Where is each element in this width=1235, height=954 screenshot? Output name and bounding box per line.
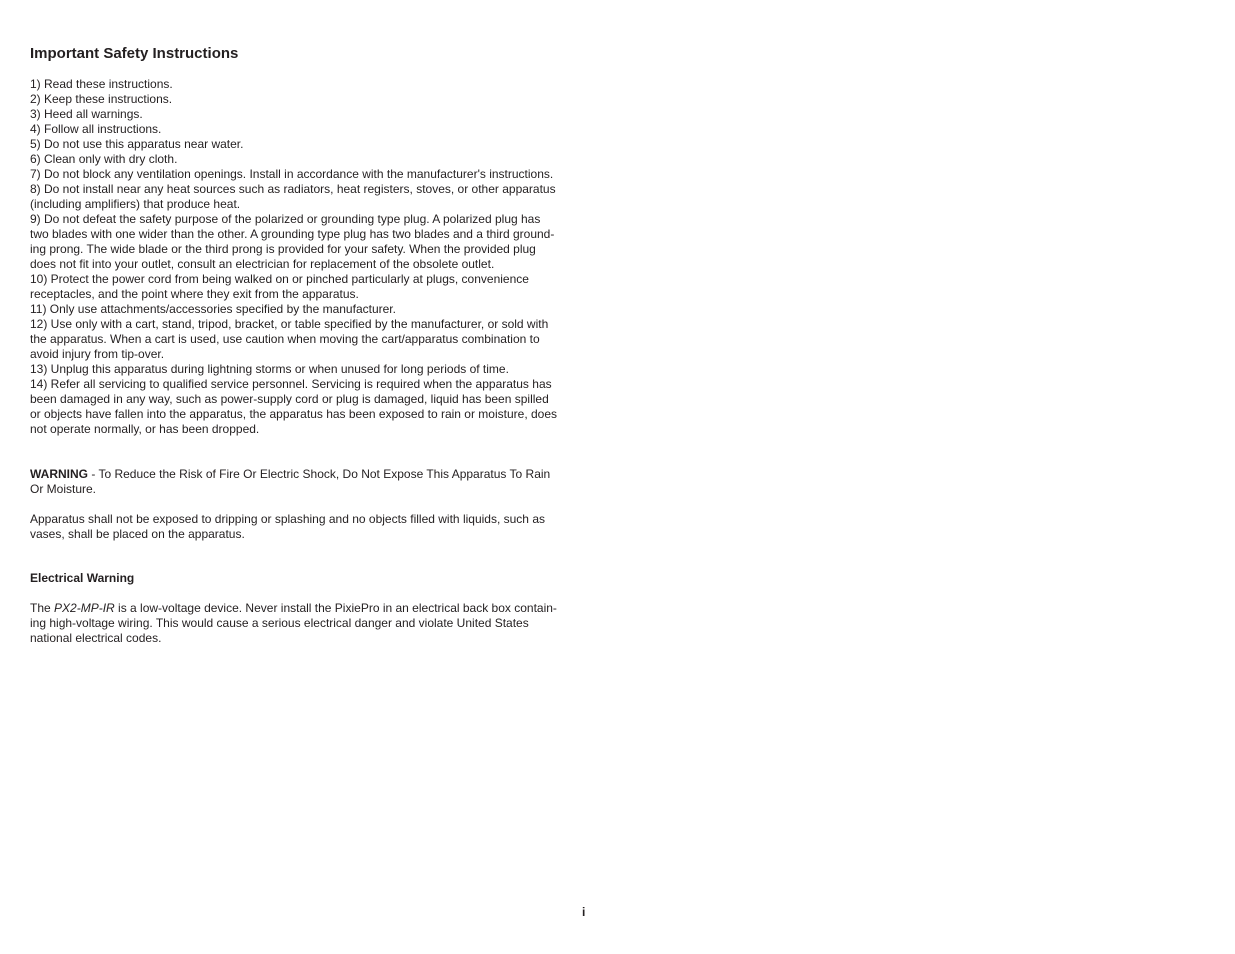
electrical-warning-body <box>30 601 590 646</box>
document-page <box>30 44 590 646</box>
page-title: Important Safety Instructions <box>30 45 239 62</box>
instruction-item: 10) Protect the power cord from being walked on or pinched particularly at plugs, convenience receptacles, and the point where they exit from the apparatus. <box>30 272 529 301</box>
electrical-warning-prefix: The <box>30 601 55 615</box>
instruction-item: 1) Read these instructions. <box>30 77 173 91</box>
instruction-item: 2) Keep these instructions. <box>30 92 173 106</box>
instruction-item: 3) Heed all warnings. <box>30 107 143 121</box>
fire-shock-warning <box>30 467 590 497</box>
instruction-item: 4) Follow all instructions. <box>30 122 162 136</box>
instruction-item: 5) Do not use this apparatus near water. <box>30 137 244 151</box>
instruction-item: 13) Unplug this apparatus during lightning storms or when unused for long periods of time. <box>30 362 509 376</box>
model-number: PX2-MP-IR <box>54 601 115 615</box>
instruction-item: 12) Use only with a cart, stand, tripod, bracket, or table specified by the manufacturer, or sold with the apparatus. When a cart is used, use caution when moving the cart/apparatus combination to avoid injury from tip-over. <box>30 317 549 361</box>
warning-text: - To Reduce the Risk of Fire Or Electric Shock, Do Not Expose This Apparatus To Rain Or Moisture. <box>30 467 551 496</box>
instruction-item: 14) Refer all servicing to qualified service personnel. Servicing is required when the apparatus has been damaged in any way, such as power-supply cord or plug is damaged, liquid has been spilled or objects have fallen into the apparatus, the apparatus has been exposed to rain or moisture, does not operate normally, or has been dropped. <box>30 377 558 436</box>
instruction-list <box>30 77 590 437</box>
instruction-item: 6) Clean only with dry cloth. <box>30 152 178 166</box>
apparatus-note: Apparatus shall not be exposed to dripping or splashing and no objects filled with liquids, such as vases, shall be placed on the apparatus. <box>30 512 545 541</box>
instruction-item: 11) Only use attachments/accessories specified by the manufacturer. <box>30 302 396 316</box>
instruction-item: 9) Do not defeat the safety purpose of the polarized or grounding type plug. A polarized plug has two blades with one wider than the other. A grounding type plug has two blades and a third ground- ing prong. The wide blade or the third prong is provided for your safety. When the provided plug does not fit into your outlet, consult an electrician for replacement of the obsolete outlet. <box>30 212 555 271</box>
instruction-item: 7) Do not block any ventilation openings. Install in accordance with the manufacturer's instructions. <box>30 167 554 181</box>
warning-label: WARNING <box>30 467 88 481</box>
electrical-warning-heading: Electrical Warning <box>30 571 135 585</box>
page-number: i <box>582 905 586 919</box>
instruction-item: 8) Do not install near any heat sources such as radiators, heat registers, stoves, or other apparatus (including amplifiers) that produce heat. <box>30 182 556 211</box>
electrical-warning-text: is a low-voltage device. Never install the PixiePro in an electrical back box contain- ing high-voltage wiring. This would cause a serious electrical danger and violate United States national electrical codes. <box>30 601 557 645</box>
